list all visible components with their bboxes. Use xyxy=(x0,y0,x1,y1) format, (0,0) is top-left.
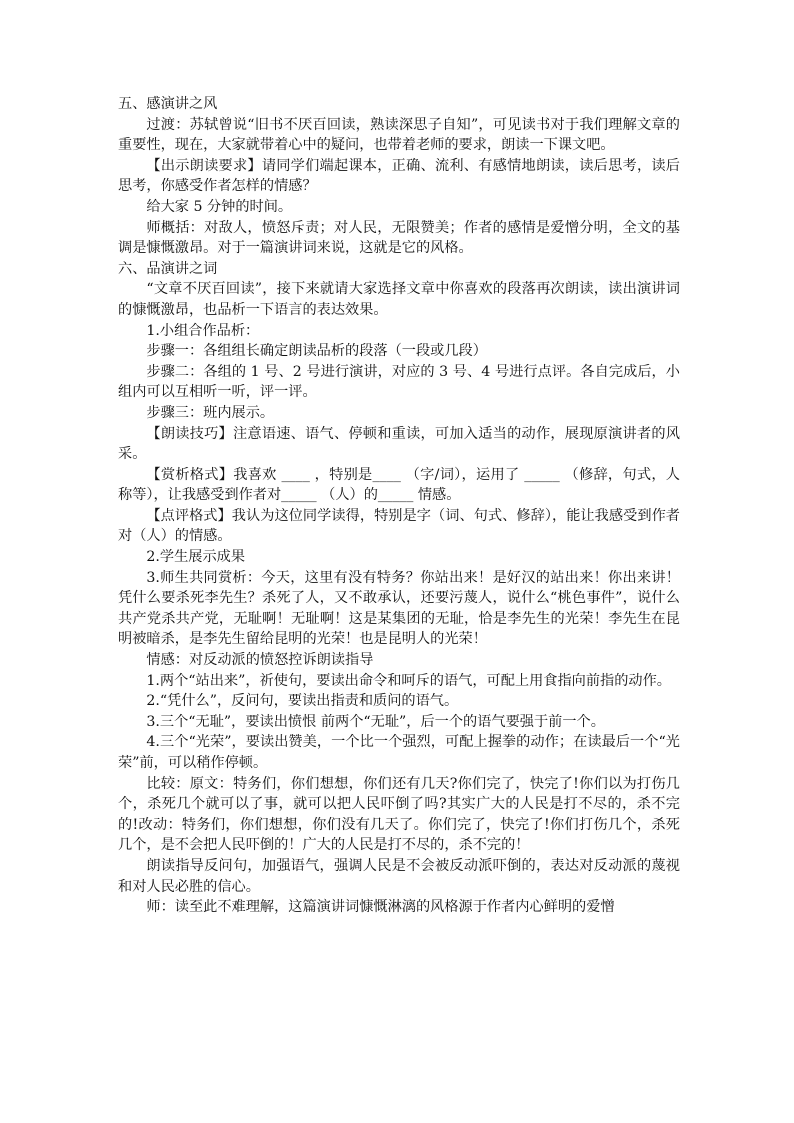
step-three: 步骤三：班内展示。 xyxy=(146,404,275,421)
guidance-item-2: 2.“凭什么”，反问句，要读出指责和质问的语气。 xyxy=(146,693,459,710)
reading-requirement: 【出示朗读要求】请同学们端起课本，正确、流利、有感情地朗读，读后思考，读后思考，你感受作者怎样的情感？ xyxy=(118,157,680,195)
guidance-item-4: 4.三个“光荣”，要读出赞美，一个比一个强烈，可配上握拳的动作；在读最后一个“光荣”前，可以稍作停顿。 xyxy=(118,734,680,771)
document-body xyxy=(118,94,680,918)
rhetorical-guidance: 朗读指导反问句，加强语气，强调人民是不会被反动派吓倒的，表达对反动派的蔑视和对人民必胜的信心。 xyxy=(118,857,680,895)
step-two: 步骤二：各组的 1 号、2 号进行演讲，对应的 3 号、4 号进行点评。各自完成后，小组内可以互相听一听，评一评。 xyxy=(118,363,680,401)
section-heading-5: 五、感演讲之风 xyxy=(118,96,218,112)
appreciation-format: 【赏析格式】我喜欢 ____ ，特别是____ （字/词），运用了 _____ （修辞，句式，人称等），让我感受到作者对_____ （人）的_____ 情感。 xyxy=(118,466,680,504)
time-note: 给大家 5 分钟的时间。 xyxy=(146,198,293,215)
step-one: 步骤一：各组组长确定朗读品析的段落（一段或几段） xyxy=(146,343,487,360)
teacher-summary: 师概括：对敌人，愤怒斥责；对人民，无限赞美；作者的感情是爱憎分明，全文的基调是慷慨激昂。对于一篇演讲词来说，这就是它的风格。 xyxy=(118,219,680,257)
group-analysis-title: 1.小组合作品析： xyxy=(146,322,260,339)
transition-paragraph: 过渡：苏轼曾说“旧书不厌百回读，熟读深思子自知”，可见读书对于我们理解文章的重要性，现在，大家就带着心中的疑问，也带着老师的要求，朗读一下课文吧。 xyxy=(118,116,680,154)
comparison-paragraph: 比较：原文：特务们，你们想想，你们还有几天?你们完了，快完了!你们以为打伤几个，杀死几个就可以了事，就可以把人民吓倒了吗?其实广大的人民是打不尽的，杀不完的!改动：特务们，你们想想，你们没有几天了。你们完了，快完了!你们打伤几个，杀死几个，是不会把人民吓倒的！广大的人民是打不尽的，杀不完的！ xyxy=(118,775,680,854)
teacher-conclusion: 师：读至此不难理解，这篇演讲词慷慨淋漓的风格源于作者内心鲜明的爱憎 xyxy=(146,899,615,916)
reading-tips: 【朗读技巧】注意语速、语气、停顿和重读，可加入适当的动作，展现原演讲者的风采。 xyxy=(118,425,680,463)
emotion-guidance-title: 情感：对反动派的愤怒控诉朗读指导 xyxy=(146,652,374,669)
student-presentation: 2.学生展示成果 xyxy=(146,549,246,566)
guidance-item-3: 3.三个“无耻”，要读出愤恨 前两个“无耻”，后一个的语气要强于前一个。 xyxy=(146,713,605,730)
intro-paragraph: “文章不厌百回读”，接下来就请大家选择文章中你喜欢的段落再次朗读，读出演讲词的慷慨激昂，也品析一下语言的表达效果。 xyxy=(118,281,680,318)
guidance-item-1: 1.两个“站出来”，祈使句，要读出命令和呵斥的语气，可配上用食指向前指的动作。 xyxy=(146,672,671,689)
joint-appreciation: 3.师生共同赏析：今天，这里有没有特务？你站出来！是好汉的站出来！你出来讲！凭什么要杀死李先生？杀死了人，又不敢承认，还要污蔑人，说什么“桃色事件”，说什么共产党杀共产党，无耻啊！无耻啊！这是某集团的无耻，恰是李先生的光荣！李先生在昆明被暗杀，是李先生留给昆明的光荣！也是昆明人的光荣！ xyxy=(118,569,680,648)
comment-format: 【点评格式】我认为这位同学读得，特别是字（词、句式、修辞），能让我感受到作者对（人）的情感。 xyxy=(118,507,680,545)
section-heading-6: 六、品演讲之词 xyxy=(118,260,218,277)
